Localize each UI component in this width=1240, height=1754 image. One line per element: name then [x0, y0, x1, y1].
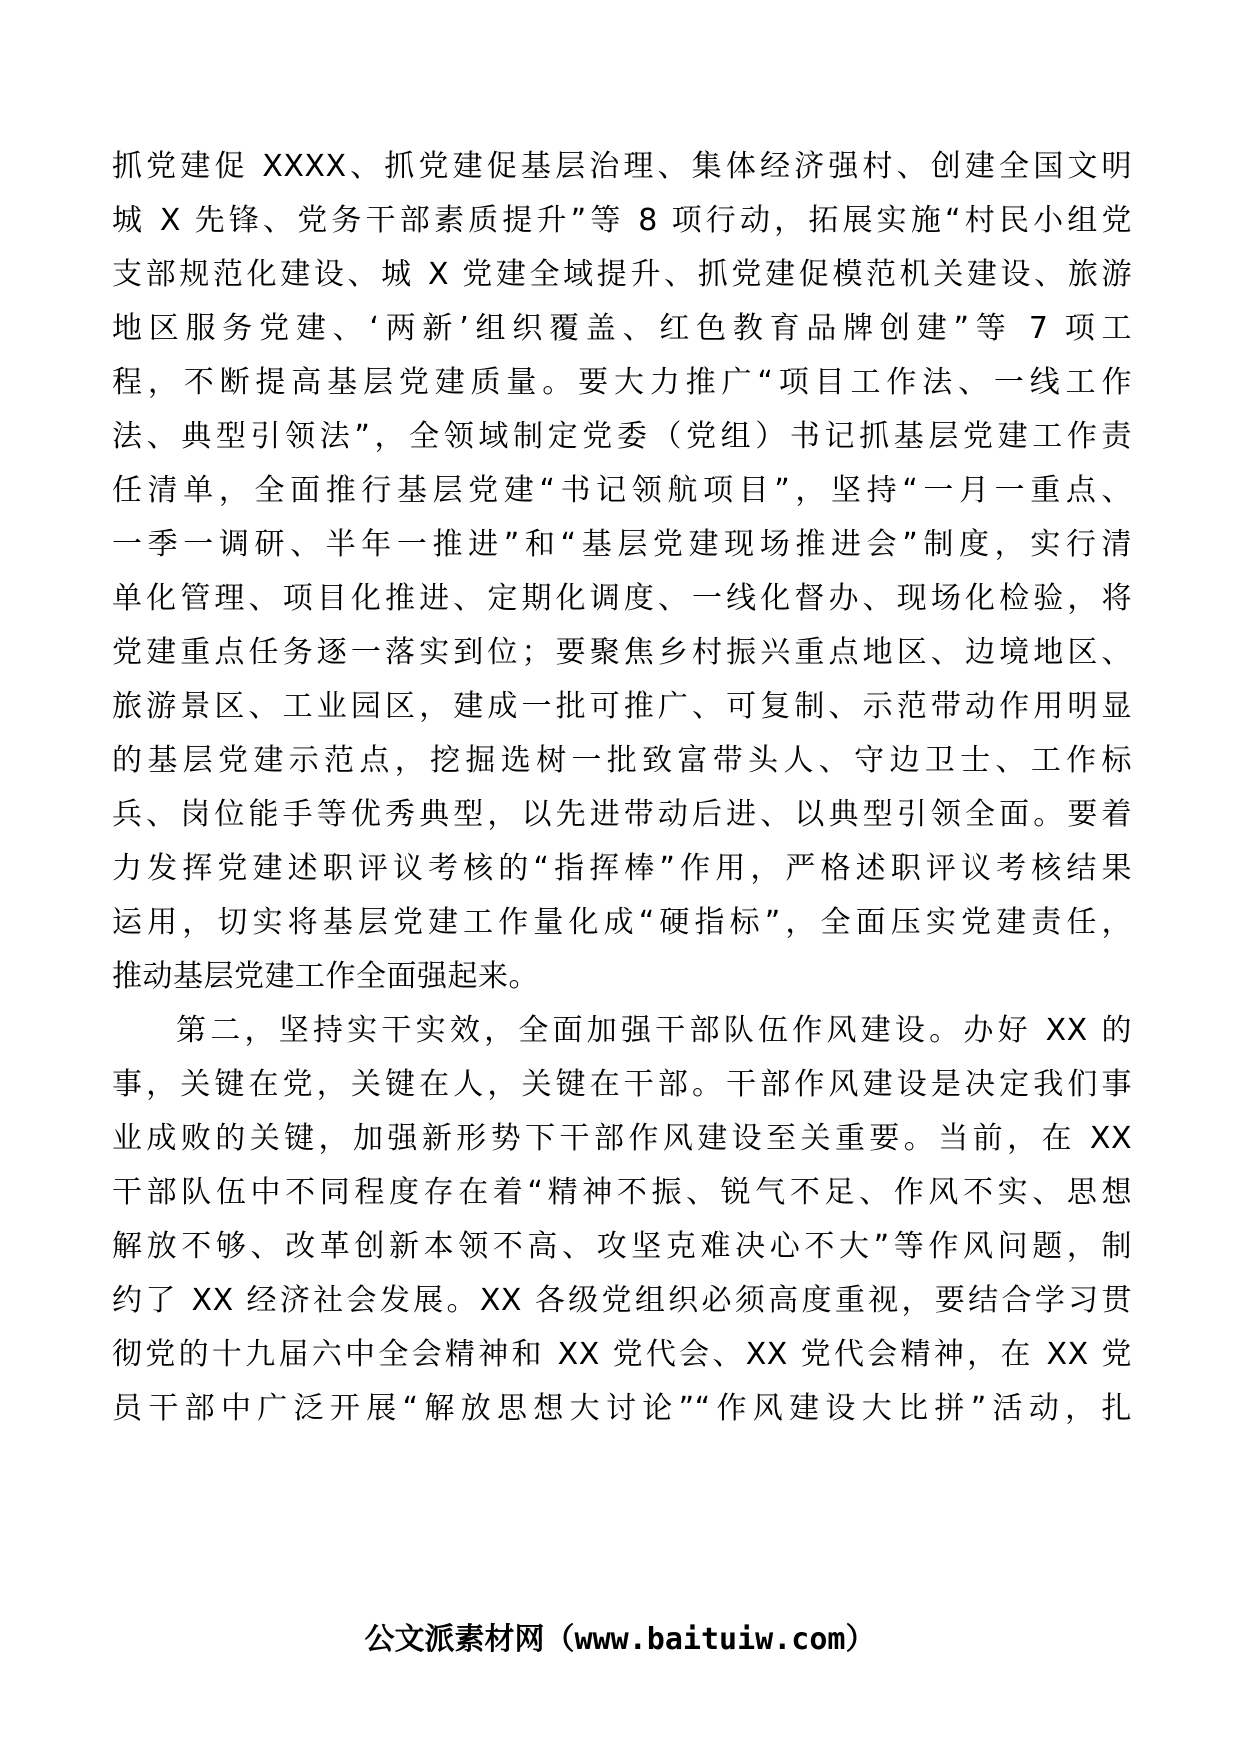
text-line: 的基层党建示范点，挖掘选树一批致富带头人、守边卫士、工作标 [112, 743, 1132, 778]
text-line: 力发挥党建述职评议考核的“指挥棒”作用，严格述职评议考核结果 [112, 851, 1132, 886]
text-line: 彻党的十九届六中全会精神和 XX 党代会、XX 党代会精神，在 XX 党 [112, 1337, 1132, 1372]
text-line: 一季一调研、半年一推进”和“基层党建现场推进会”制度，实行清 [112, 527, 1132, 562]
text-line: 支部规范化建设、城 X 党建全域提升、抓党建促模范机关建设、旅游 [112, 257, 1132, 292]
paragraph-end-line: 推动基层党建工作全面强起来。 [112, 959, 539, 994]
footer-site-name: 公文派素材网 [364, 1622, 545, 1657]
text-line: 党建重点任务逐一落实到位；要聚焦乡村振兴重点地区、边境地区、 [112, 635, 1132, 670]
paragraph-start-line: 第二，坚持实干实效，全面加强干部队伍作风建设。办好 XX 的 [176, 1013, 1132, 1048]
text-line: 员干部中广泛开展“解放思想大讨论”“作风建设大比拼”活动，扎 [112, 1391, 1132, 1426]
text-line: 事，关键在党，关键在人，关键在干部。干部作风建设是决定我们事 [112, 1067, 1132, 1102]
text-line: 单化管理、项目化推进、定期化调度、一线化督办、现场化检验，将 [112, 581, 1132, 616]
footer-watermark [0, 1610, 1240, 1670]
footer-url: （www.baituiw.com） [544, 1622, 876, 1657]
text-line: 运用，切实将基层党建工作量化成“硬指标”，全面压实党建责任， [112, 905, 1132, 940]
text-line: 解放不够、改革创新本领不高、攻坚克难决心不大”等作风问题，制 [112, 1229, 1132, 1264]
text-line: 城 X 先锋、党务干部素质提升”等 8 项行动，拓展实施“村民小组党 [112, 203, 1132, 238]
text-line: 干部队伍中不同程度存在着“精神不振、锐气不足、作风不实、思想 [112, 1175, 1132, 1210]
text-line: 抓党建促 XXXX、抓党建促基层治理、集体经济强村、创建全国文明 [112, 149, 1132, 184]
text-line: 任清单，全面推行基层党建“书记领航项目”，坚持“一月一重点、 [112, 473, 1132, 508]
text-line: 法、典型引领法”，全领域制定党委（党组）书记抓基层党建工作责 [112, 419, 1132, 454]
text-line: 旅游景区、工业园区，建成一批可推广、可复制、示范带动作用明显 [112, 689, 1132, 724]
text-line: 约了 XX 经济社会发展。XX 各级党组织必须高度重视，要结合学习贯 [112, 1283, 1132, 1318]
text-line: 程，不断提高基层党建质量。要大力推广“项目工作法、一线工作 [112, 365, 1132, 400]
text-line: 业成败的关键，加强新形势下干部作风建设至关重要。当前，在 XX [112, 1121, 1132, 1156]
text-line: 兵、岗位能手等优秀典型，以先进带动后进、以典型引领全面。要着 [112, 797, 1132, 832]
text-line: 地区服务党建、‘两新’组织覆盖、红色教育品牌创建”等 7 项工 [112, 311, 1132, 346]
